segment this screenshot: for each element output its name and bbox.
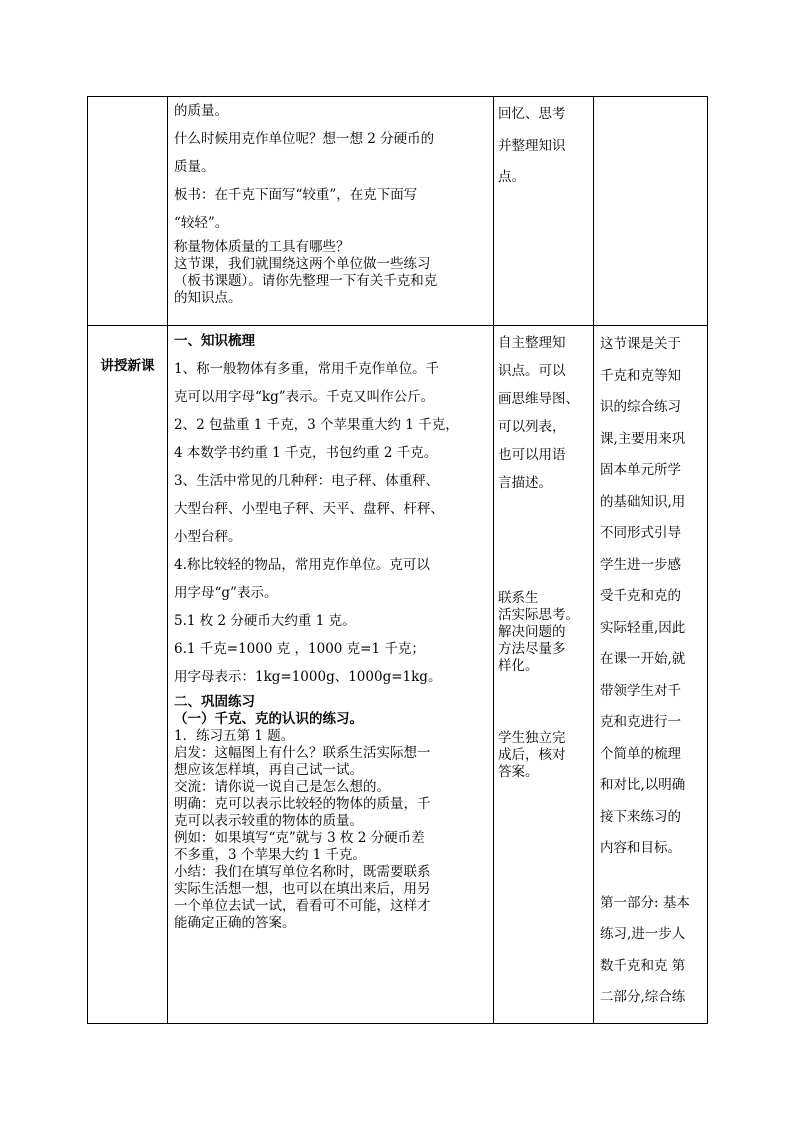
student-activity-line: 活实际思考。: [498, 607, 579, 623]
teaching-content-cell: [168, 97, 494, 326]
design-notes-line: 受千克和克的: [600, 588, 681, 604]
content-line: 板书：在千克下面写“较重”，在克下面写: [174, 187, 418, 203]
subsection-heading: （一）千克、克的认识的练习。: [174, 711, 363, 727]
content-line: 6.1 千克=1000 克 ，1000 克=1 千克；: [174, 641, 425, 657]
design-notes-line: 和对比,以明确: [600, 777, 686, 793]
content-line: 小型台秤。: [174, 529, 242, 545]
student-activity-line: 言描述。: [498, 475, 552, 491]
content-line: 这节课，我们就围绕这两个单位做一些练习: [174, 256, 431, 272]
student-activity-line: 可以列表，: [498, 419, 566, 435]
content-line: 克可以用字母“kg”表示。千克又叫作公斤。: [174, 389, 435, 405]
content-line: 大型台秤、小型电子秤、天平、盘秤、杆秤、: [174, 501, 444, 517]
student-activity-line: 并整理知识: [498, 137, 566, 154]
content-line: 启发：这幅图上有什么？联系生活实际想一: [174, 745, 431, 761]
student-activity-text: [498, 329, 589, 497]
design-notes-text: [600, 888, 703, 1014]
content-line: （板书课题）。请你先整理一下有关千克和克: [174, 273, 438, 289]
content-line: 克可以表示较重的物体的质量。: [174, 813, 363, 829]
design-notes-line: 千克和克等知: [600, 367, 681, 384]
design-notes-line: 固本单元所学: [600, 462, 681, 478]
student-activity-cell: [494, 326, 594, 1024]
design-notes-line: 练习,进一步人: [600, 926, 686, 942]
content-line: 一个单位去试一试，看看可不可能，这样才: [174, 898, 431, 914]
design-notes-line: 克和克进行一: [600, 714, 681, 730]
content-line: 1．练习五第 1 题。: [174, 728, 295, 744]
content-line: 交流：请你说一说自己是怎么想的。: [174, 779, 390, 795]
content-line: 5.1 枚 2 分硬币大约重 1 克。: [174, 613, 356, 629]
student-activity-line: 回忆、思考: [498, 106, 566, 122]
student-activity-line: 画思维导图、: [498, 391, 579, 407]
student-activity-line: 点。: [498, 169, 525, 185]
content-line: 例如：如果填写“克”就与 3 枚 2 分硬币差: [174, 830, 425, 846]
content-line: 用字母表示：1kg=1000g、1000g=1kg。: [174, 669, 442, 685]
content-line: 4 本数学书约重 1 千克，书包约重 2 千克。: [174, 445, 438, 461]
design-notes-line: 二部分,综合练: [600, 989, 686, 1005]
content-line: 称量物体质量的工具有哪些？: [174, 239, 350, 255]
content-line: 明确：克可以表示比较轻的物体的质量，千: [174, 796, 431, 812]
content-lines: [174, 97, 487, 237]
table-row-new-lesson: [88, 326, 708, 1024]
design-notes-line: 识的综合练习: [600, 399, 681, 415]
content-line: 1、称一般物体有多重，常用千克作单位。千: [174, 361, 440, 377]
content-line: 的知识点。: [174, 290, 242, 306]
design-notes-line: 的基础知识,用: [600, 493, 686, 510]
content-line: “较轻”。: [174, 215, 229, 231]
design-notes-line: 接下来练习的: [600, 808, 681, 825]
design-notes-line: 课,主要用来巩: [600, 430, 686, 447]
student-activity-text: [498, 99, 589, 194]
design-notes-line: 不同形式引导: [600, 525, 681, 541]
design-notes-line: 内容和目标。: [600, 840, 681, 856]
design-notes-line: 第一部分: 基本: [600, 894, 690, 911]
content-lines: [174, 355, 487, 691]
student-activity-line: 解决问题的: [498, 624, 566, 640]
design-notes-cell: [594, 326, 708, 1024]
stage-label-cell: [88, 326, 168, 1024]
design-notes-cell: [594, 97, 708, 326]
student-activity-line: 成后，核对: [498, 747, 566, 763]
student-activity-text: [498, 730, 589, 781]
design-notes-line: 个简单的梳理: [600, 745, 681, 762]
content-line: 用字母“g”表示。: [174, 585, 278, 601]
design-notes-text: [600, 329, 703, 865]
content-lines: [174, 728, 487, 932]
design-notes-line: 带领学生对千: [600, 682, 681, 699]
content-line: 4.称比较轻的物品，常用克作单位。克可以: [174, 557, 430, 573]
content-line: 实际生活想一想，也可以在填出来后，用另: [174, 881, 431, 897]
student-activity-line: 答案。: [498, 764, 539, 780]
student-activity-line: 联系生: [498, 590, 539, 606]
student-activity-line: 自主整理知: [498, 335, 566, 351]
lesson-plan-table: [87, 96, 708, 1024]
content-line: 2、2 包盐重 1 千克，3 个苹果重大约 1 千克，: [174, 417, 459, 433]
design-notes-line: 学生进一步感: [600, 556, 681, 573]
content-line: 不多重，3 个苹果大约 1 千克。: [174, 847, 367, 863]
section-heading: 一、知识梳理: [174, 333, 255, 349]
student-activity-line: 学生独立完: [498, 730, 566, 746]
student-activity-line: 方法尽量多: [498, 641, 566, 657]
content-line: 小结：我们在填写单位名称时，既需要联系: [174, 864, 431, 880]
student-activity-text: [498, 590, 589, 675]
content-line: 能确定正确的答案。: [174, 915, 296, 931]
section-heading: 二、巩固练习: [174, 694, 255, 710]
design-notes-line: 在课一开始,就: [600, 651, 686, 667]
student-activity-line: 识点。可以: [498, 363, 566, 379]
design-notes-line: 数千克和克 第: [600, 957, 686, 974]
content-line: 什么时候用克作单位呢？想一想 2 分硬币的: [174, 131, 435, 147]
student-activity-cell: [494, 97, 594, 326]
student-activity-line: 样化。: [498, 658, 539, 674]
stage-label-cell: [88, 97, 168, 326]
content-line: 想应该怎样填，再自己试一试。: [174, 762, 363, 778]
table-row-intro: [88, 97, 708, 326]
design-notes-line: 这节课是关于: [600, 336, 681, 352]
design-notes-line: 实际轻重,因此: [600, 619, 686, 636]
content-line: 3、生活中常见的几种秤：电子秤、体重秤、: [174, 473, 440, 489]
content-line: 质量。: [174, 159, 215, 175]
student-activity-line: 也可以用语: [498, 447, 566, 463]
content-lines: [174, 239, 487, 307]
teaching-content-cell: [168, 326, 494, 1024]
content-line: 的质量。: [174, 103, 228, 119]
stage-label: 讲授新课: [100, 358, 155, 374]
